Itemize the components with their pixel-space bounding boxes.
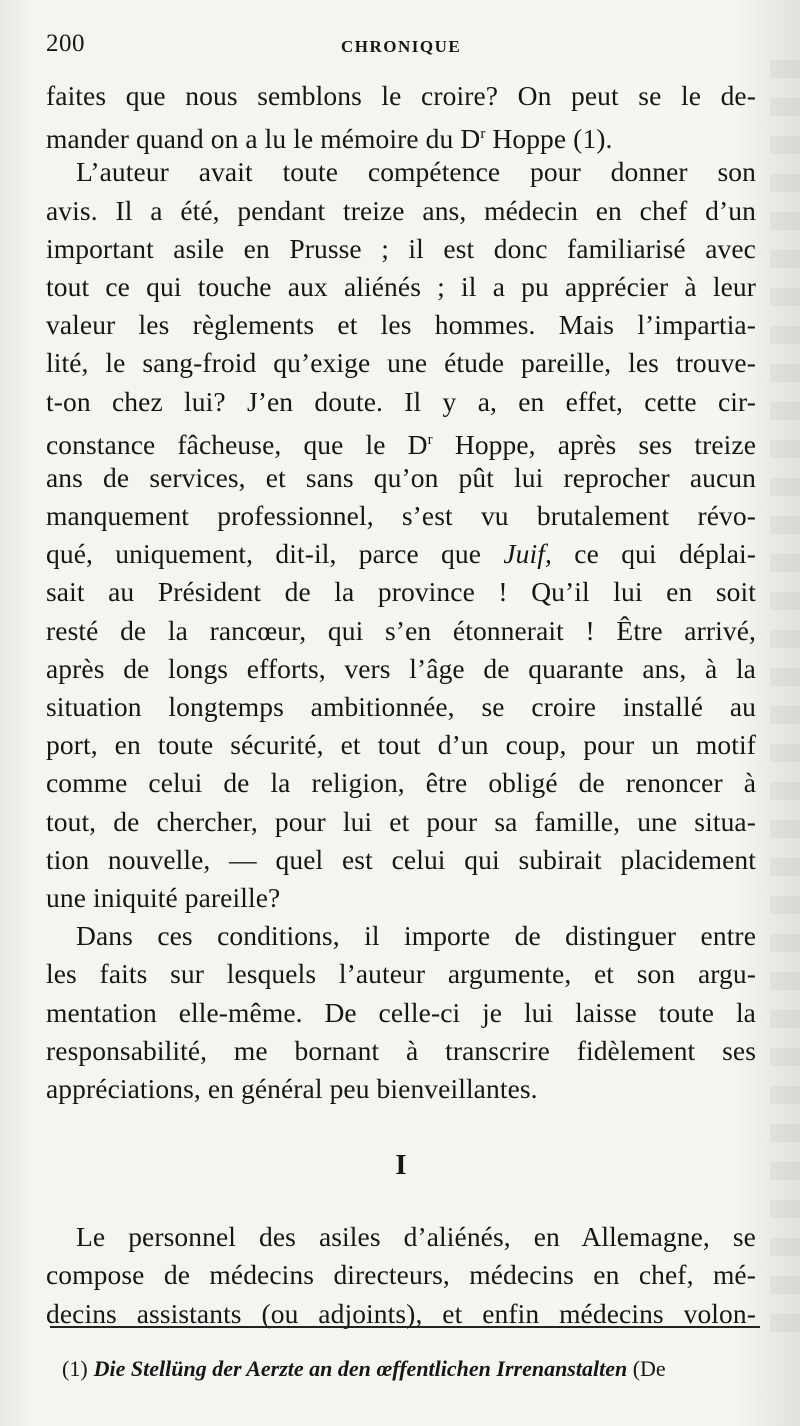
text-line: ans de services, et sans qu’on pût lui reprocher aucun [46, 461, 756, 493]
footnote-rule [50, 1326, 760, 1328]
text-line: port, en toute sécurité, et tout d’un coup, pour un motif [46, 729, 756, 761]
text-line: responsabilité, me bornant à transcrire fidèlement ses [46, 1034, 756, 1066]
text-line: les faits sur lesquels l’auteur argumente, et son argu- [46, 958, 756, 990]
text-line: mander quand on a lu le mémoire du $D^r$ Hoppe (1). [46, 123, 613, 155]
footnote-title: Die Stellüng der Aerzte an den œffentlichen Irrenanstalten [93, 1356, 628, 1381]
facing-page-bleed [770, 60, 800, 1340]
page-header [46, 30, 756, 66]
text-line: avis. Il a été, pendant treize ans, médecin en chef d’un [46, 194, 756, 226]
footnote-tail: (De [627, 1356, 666, 1381]
text-line: sait au Président de la province ! Qu’il lui en soit [46, 576, 756, 608]
body-text [46, 77, 756, 1333]
text-line: important asile en Prusse ; il est donc familiarisé avec [46, 232, 756, 264]
text-line: resté de la rancœur, qui s’en étonnerait ! Être arrivé, [46, 614, 756, 646]
italic-word: Juif, [503, 538, 552, 570]
text-line: constance fâcheuse, que le $D^r$ Hoppe, après ses treize [46, 428, 757, 460]
text-line: manquement professionnel, s’est vu brutalement révo- [46, 500, 756, 532]
text-line: une iniquité pareille? [46, 881, 281, 913]
footnote-marker: (1) [62, 1356, 88, 1381]
text-line: situation longtemps ambitionnée, se croire installé au [46, 691, 756, 722]
text-line: mentation elle-même. De celle-ci je lui laisse toute la [46, 996, 756, 1028]
section-heading: I [395, 1149, 407, 1182]
text-line: t-on chez lui? J’en doute. Il y a, en effet, cette cir- [46, 385, 756, 417]
text-line: comme celui de la religion, être obligé de renoncer à [46, 767, 756, 799]
text-line: qué, uniquement, dit-il, parce que Juif, ce qui déplai- [46, 538, 756, 570]
text-line: lité, le sang-froid qu’exige une étude pareille, les trouve- [46, 347, 756, 379]
text-line: L’auteur avait toute compétence pour donner son [76, 156, 756, 188]
text-line: appréciations, en général peu bienveillantes. [46, 1072, 538, 1104]
text-line: faites que nous semblons le croire? On peut se le de- [46, 80, 756, 111]
text-line: après de longs efforts, vers l’âge de quarante ans, à la [46, 652, 756, 684]
superscript: r [480, 126, 486, 143]
superscript: r [427, 431, 433, 448]
running-head: CHRONIQUE [341, 37, 462, 56]
text-line: Le personnel des asiles d’aliénés, en Allemagne, se [76, 1221, 756, 1253]
text-line: decins assistants (ou adjoints), et enfin médecins volon- [46, 1297, 756, 1329]
text-line: compose de médecins directeurs, médecins en chef, mé- [46, 1259, 756, 1291]
text-line: tion nouvelle, — quel est celui qui subirait placidement [46, 843, 756, 875]
page-number: 200 [46, 30, 85, 57]
footnote [62, 1356, 762, 1382]
text-line: tout ce qui touche aux aliénés ; il a pu apprécier à leur [46, 270, 756, 302]
text-line: tout, de chercher, pour lui et pour sa famille, une situa- [46, 805, 756, 837]
text-line: valeur les règlements et les hommes. Mais l’impartia- [46, 309, 756, 341]
text-line: Dans ces conditions, il importe de distinguer entre [76, 920, 756, 952]
